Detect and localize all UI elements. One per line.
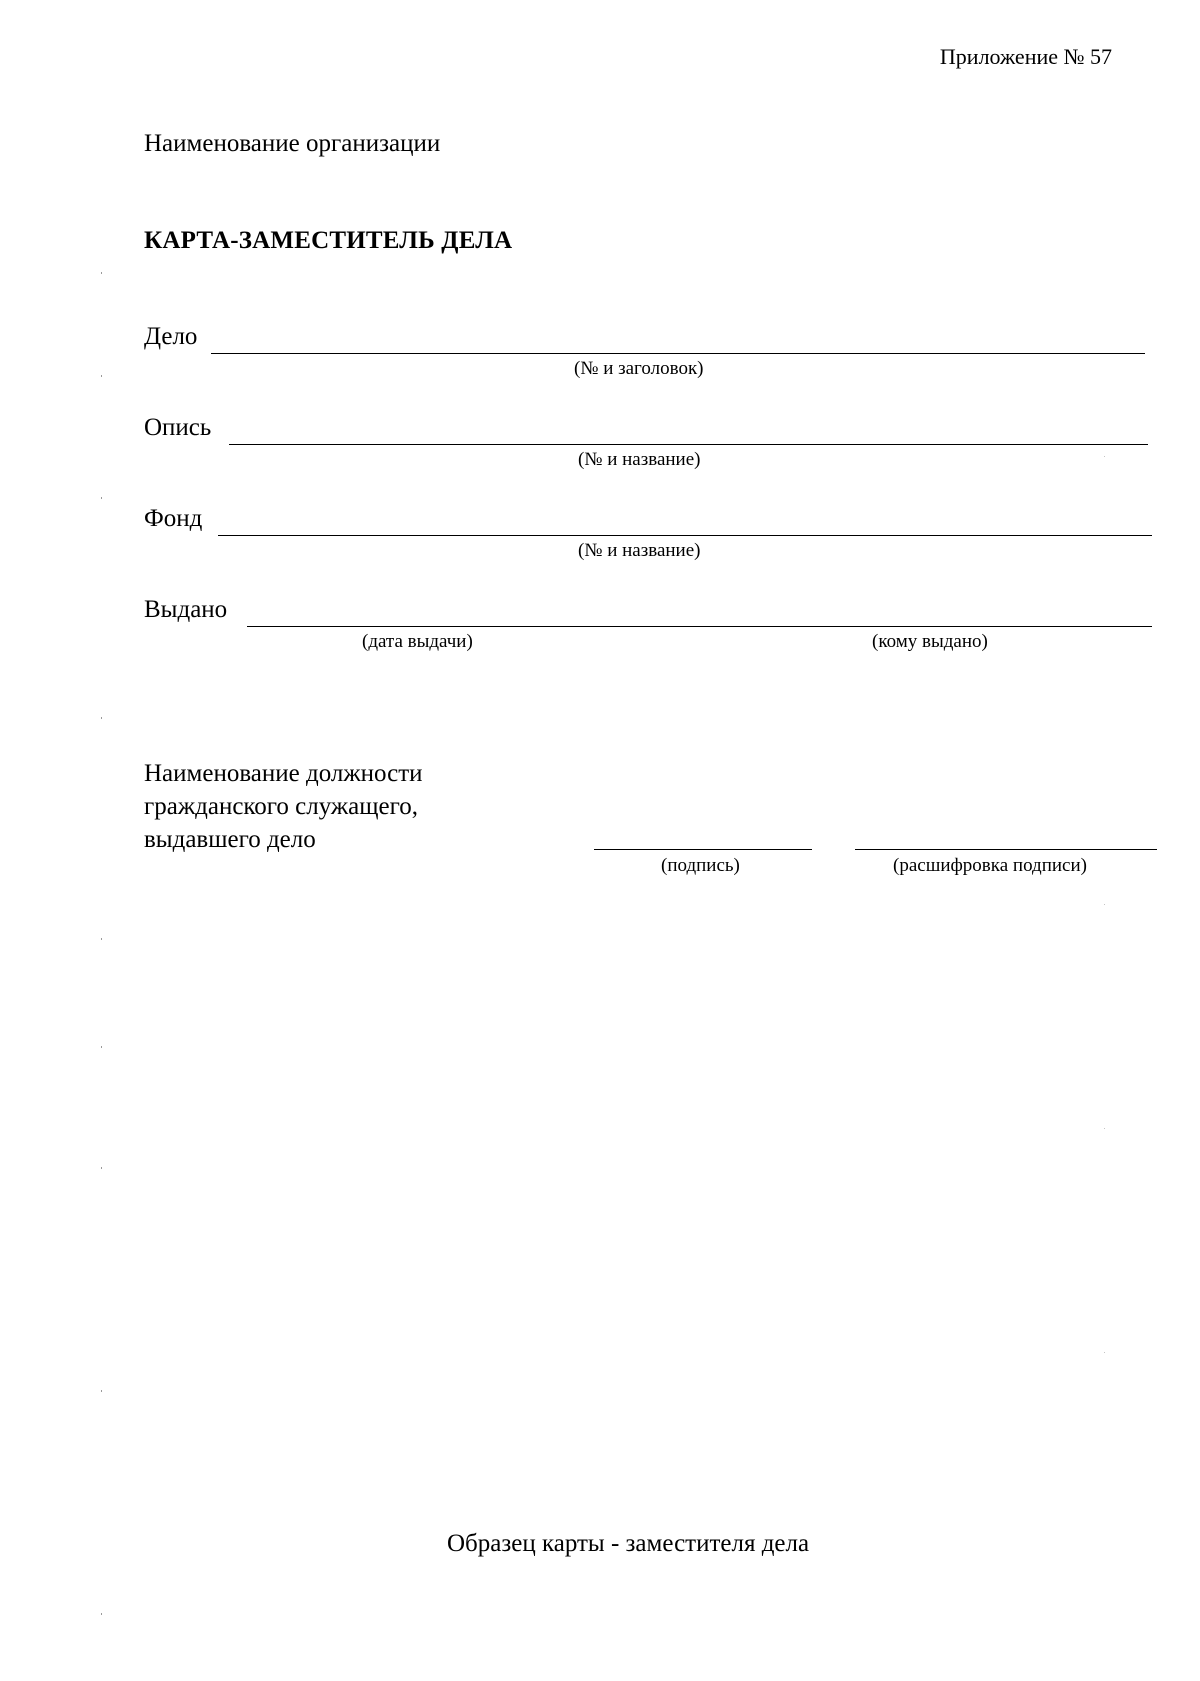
sample-caption: Образец карты - заместителя дела xyxy=(447,1530,810,1557)
signature-decoding-line[interactable] xyxy=(855,849,1157,850)
case-caption: (№ и заголовок) xyxy=(574,358,704,379)
issued-to-caption: (кому выдано) xyxy=(872,631,988,652)
official-position xyxy=(144,757,423,856)
scan-speck xyxy=(101,497,102,499)
position-line-2: гражданского служащего, xyxy=(144,793,419,820)
signature-decoding-caption: (расшифровка подписи) xyxy=(893,855,1087,876)
position-line-1: Наименование должности xyxy=(144,760,423,787)
scan-speck xyxy=(101,717,102,719)
document-title: КАРТА-ЗАМЕСТИТЕЛЬ ДЕЛА xyxy=(144,227,513,254)
issued-input-line[interactable] xyxy=(247,626,1152,627)
scan-speck xyxy=(101,272,102,274)
scan-speck xyxy=(101,1046,102,1048)
case-input-line[interactable] xyxy=(211,353,1145,354)
scan-speck xyxy=(101,375,102,377)
inventory-input-line[interactable] xyxy=(229,444,1148,445)
fund-label: Фонд xyxy=(144,505,203,532)
inventory-label: Опись xyxy=(144,414,212,441)
fund-input-line[interactable] xyxy=(218,535,1152,536)
appendix-number: Приложение № 57 xyxy=(939,44,1112,69)
signature-line[interactable] xyxy=(594,849,812,850)
scan-speck xyxy=(1104,1128,1105,1129)
position-line-3: выдавшего дело xyxy=(144,826,316,853)
organization-name: Наименование организации xyxy=(144,130,441,157)
scan-speck xyxy=(1104,1352,1105,1353)
issued-date-caption: (дата выдачи) xyxy=(362,631,473,652)
scan-speck xyxy=(1104,456,1105,457)
case-label: Дело xyxy=(144,323,198,350)
fund-caption: (№ и название) xyxy=(578,540,701,561)
scan-speck xyxy=(101,938,102,940)
scan-speck xyxy=(101,1167,102,1169)
issued-label: Выдано xyxy=(144,596,228,623)
scan-speck xyxy=(101,1613,102,1615)
inventory-caption: (№ и название) xyxy=(578,449,701,470)
signature-caption: (подпись) xyxy=(661,855,740,876)
scan-speck xyxy=(101,1390,102,1392)
scan-speck xyxy=(1104,904,1105,905)
